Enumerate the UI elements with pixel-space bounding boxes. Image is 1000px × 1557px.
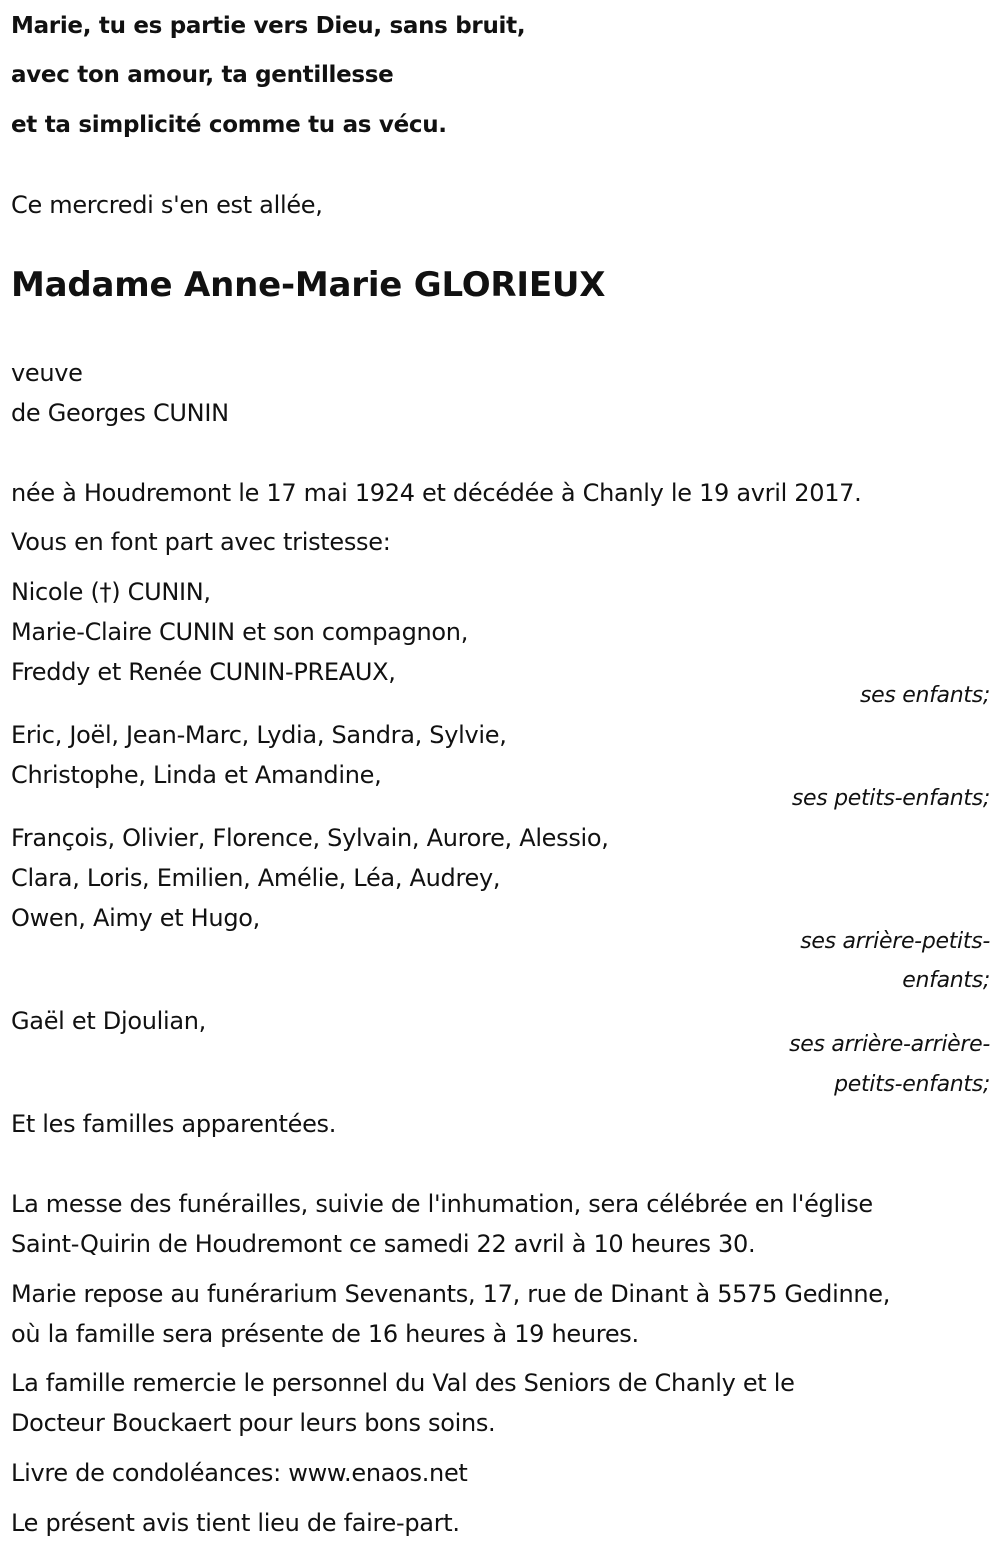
verse-line-1: Marie, tu es partie vers Dieu, sans bruit, (11, 13, 526, 39)
great-great-grandchildren-line-1: Gaël et Djoulian, (11, 1007, 206, 1035)
grandchildren-role: ses petits-enfants; (791, 786, 990, 811)
thanks-line-1: La famille remercie le personnel du Val des Seniors de Chanly et le (11, 1369, 795, 1397)
notice-text: Le présent avis tient lieu de faire-part. (11, 1509, 460, 1537)
resting-line-1: Marie repose au funérarium Sevenants, 17, rue de Dinant à 5575 Gedinne, (11, 1280, 891, 1308)
funeral-line-1: La messe des funérailles, suivie de l'inhumation, sera célébrée en l'église (11, 1190, 873, 1218)
children-line-2: Marie-Claire CUNIN et son compagnon, (11, 618, 469, 646)
resting-line-2: où la famille sera présente de 16 heures à 19 heures. (11, 1320, 639, 1348)
great-grandchildren-line-2: Clara, Loris, Emilien, Amélie, Léa, Audrey, (11, 864, 501, 892)
great-grandchildren-line-1: François, Olivier, Florence, Sylvain, Aurore, Alessio, (11, 824, 609, 852)
funeral-line-2: Saint-Quirin de Houdremont ce samedi 22 avril à 10 heures 30. (11, 1230, 756, 1258)
deceased-name: Madame Anne-Marie GLORIEUX (11, 265, 606, 305)
families-text: Et les familles apparentées. (11, 1110, 337, 1138)
condolences-text: Livre de condoléances: www.enaos.net (11, 1459, 468, 1487)
great-great-grandchildren-role-line-2: petits-enfants; (834, 1072, 990, 1097)
widow-label: veuve (11, 359, 83, 387)
widow-spouse: de Georges CUNIN (11, 399, 229, 427)
intro-text: Ce mercredi s'en est allée, (11, 191, 323, 219)
grandchildren-line-1: Eric, Joël, Jean-Marc, Lydia, Sandra, Sylvie, (11, 721, 507, 749)
thanks-line-2: Docteur Bouckaert pour leurs bons soins. (11, 1409, 496, 1437)
children-role: ses enfants; (859, 683, 990, 708)
great-grandchildren-role-line-2: enfants; (902, 968, 990, 993)
great-grandchildren-role-line-1: ses arrière-petits- (800, 929, 990, 954)
verse-line-2: avec ton amour, ta gentillesse (11, 62, 394, 88)
great-great-grandchildren-role-line-1: ses arrière-arrière- (789, 1032, 990, 1057)
children-line-3: Freddy et Renée CUNIN-PREAUX, (11, 658, 396, 686)
birth-death-text: née à Houdremont le 17 mai 1924 et décédée à Chanly le 19 avril 2017. (11, 479, 862, 507)
great-grandchildren-line-3: Owen, Aimy et Hugo, (11, 904, 260, 932)
grandchildren-line-2: Christophe, Linda et Amandine, (11, 761, 382, 789)
verse-line-3: et ta simplicité comme tu as vécu. (11, 112, 447, 138)
children-line-1: Nicole (†) CUNIN, (11, 578, 211, 606)
announce-text: Vous en font part avec tristesse: (11, 528, 391, 556)
